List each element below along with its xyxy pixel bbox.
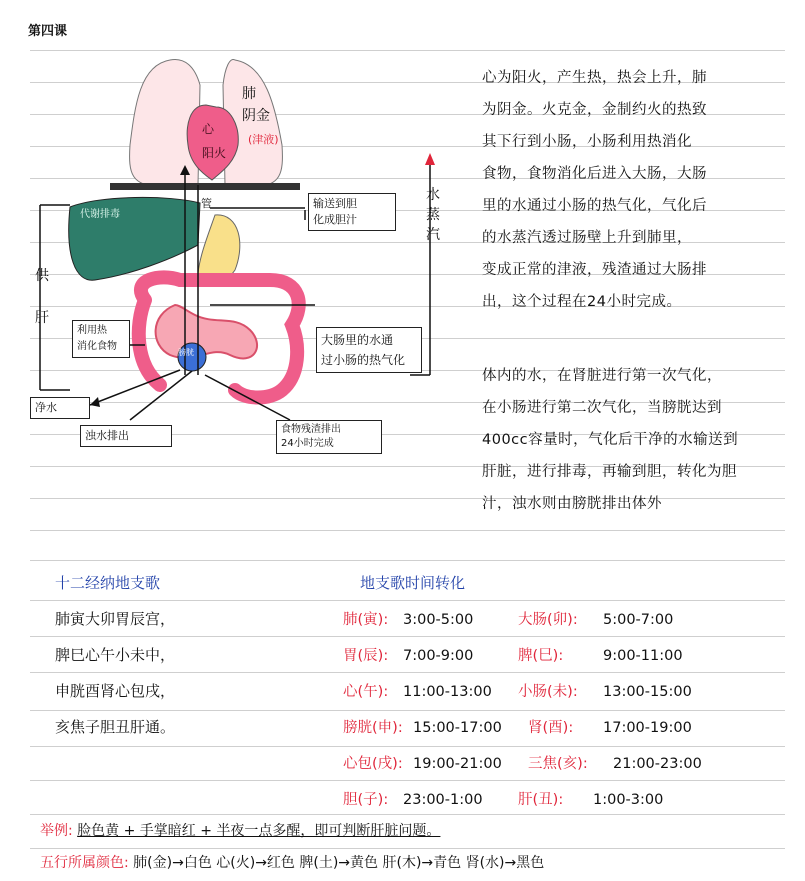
box-digest-food: 利用热 消化食物 xyxy=(72,320,130,358)
box-bile: 输送到胆 化成胆汁 xyxy=(308,193,396,231)
diaphragm xyxy=(110,183,300,190)
small-intestine xyxy=(156,305,257,358)
supply-label: 供 xyxy=(35,268,49,284)
song-heading: 十二经纳地支歌 xyxy=(55,574,161,592)
organ-b: 肾(酉): xyxy=(528,720,574,736)
time-a: 23:00-1:00 xyxy=(403,792,483,808)
paragraph-line: 出，这个过程在24小时完成。 xyxy=(482,294,682,310)
song-line: 亥焦子胆丑肝通。 xyxy=(55,718,176,736)
example-text: 脸色黄 + 手掌暗红 + 半夜一点多醒，即可判断肝脏问题。 xyxy=(77,823,441,839)
paragraph-line: 的水蒸汽透过肠壁上升到肺里， xyxy=(482,230,692,246)
organ-b: 三焦(亥): xyxy=(528,756,588,772)
song-line: 脾巳心午小未中， xyxy=(55,646,176,664)
colors-line xyxy=(40,852,544,872)
time-b: 13:00-15:00 xyxy=(603,684,692,700)
box-clear-water: 净水 xyxy=(30,397,90,419)
anatomy-diagram xyxy=(20,45,475,525)
bladder-label: 膀胱 xyxy=(178,348,194,357)
organ-a: 胃(辰): xyxy=(343,648,389,664)
vapor-label: 水蒸汽 xyxy=(426,187,440,243)
organ-b: 肝(丑): xyxy=(518,792,564,808)
example-label: 举例: xyxy=(40,823,73,839)
box-turbid-water: 浊水排出 xyxy=(80,425,172,447)
paragraph-line: 肝脏，进行排毒，再输到胆，转化为胆 xyxy=(482,464,737,480)
time-a: 15:00-17:00 xyxy=(413,720,502,736)
paragraph-one xyxy=(482,62,782,318)
organ-b: 小肠(未): xyxy=(518,684,578,700)
paragraph-line: 400cc容量时，气化后干净的水输送到 xyxy=(482,432,739,448)
colors-text: 肺(金)→白色 心(火)→红色 脾(土)→黄色 肝(木)→青色 肾(水)→黑色 xyxy=(133,855,545,871)
time-heading: 地支歌时间转化 xyxy=(360,574,466,592)
time-row xyxy=(343,644,683,665)
time-row xyxy=(343,608,673,629)
box-water-gasify: 大肠里的水通 过小肠的热气化 xyxy=(316,327,422,373)
heart-label: 心 阳火 xyxy=(202,122,227,160)
song-line: 肺寅大卯胃辰宫， xyxy=(55,610,176,628)
colors-label: 五行所属颜色: xyxy=(40,855,129,871)
liver-label: 代谢排毒 xyxy=(80,209,120,220)
stomach xyxy=(198,215,240,282)
time-b: 5:00-7:00 xyxy=(603,612,674,628)
liver-side-label: 肝 xyxy=(35,310,49,326)
paragraph-line: 里的水通过小肠的热气化，气化后 xyxy=(482,198,707,214)
organ-a: 心(午): xyxy=(343,684,389,700)
song-line: 申胱酉肾心包戌， xyxy=(55,682,176,700)
time-a: 7:00-9:00 xyxy=(403,648,474,664)
box-food-waste: 食物残渣排出 24小时完成 xyxy=(276,420,382,454)
page-title: 第四课 xyxy=(28,24,68,39)
time-b: 17:00-19:00 xyxy=(603,720,692,736)
organ-a: 肺(寅): xyxy=(343,612,389,628)
organ-a: 胆(子): xyxy=(343,792,389,808)
paragraph-two xyxy=(482,360,782,520)
paragraph-line: 食物，食物消化后进入大肠，大肠 xyxy=(482,166,707,182)
paragraph-line: 体内的水，在肾脏进行第一次气化， xyxy=(482,368,722,384)
time-b: 9:00-11:00 xyxy=(603,648,683,664)
time-row xyxy=(343,680,692,701)
time-row xyxy=(343,788,663,809)
organ-b: 脾(巳): xyxy=(518,648,564,664)
jinye-label: (津液) xyxy=(248,133,279,146)
paragraph-line: 为阴金。火克金，金制约火的热致 xyxy=(482,102,707,118)
paragraph-line: 心为阳火，产生热，热会上升，肺 xyxy=(482,70,707,86)
organ-a: 心包(戌): xyxy=(343,756,403,772)
example-line xyxy=(40,820,440,840)
paragraph-line: 变成正常的津液，残渣通过大肠排 xyxy=(482,262,707,278)
time-b: 21:00-23:00 xyxy=(613,756,702,772)
organ-b: 大肠(卯): xyxy=(518,612,578,628)
time-a: 3:00-5:00 xyxy=(403,612,474,628)
organ-a: 膀胱(申): xyxy=(343,720,403,736)
time-b: 1:00-3:00 xyxy=(593,792,664,808)
lung-label: 肺 阴金 xyxy=(242,86,270,124)
time-a: 11:00-13:00 xyxy=(403,684,492,700)
time-a: 19:00-21:00 xyxy=(413,756,502,772)
paragraph-line: 其下行到小肠，小肠利用热消化 xyxy=(482,134,692,150)
guan-label: 管 xyxy=(201,197,212,210)
paragraph-line: 汁，浊水则由膀胱排出体外 xyxy=(482,496,662,512)
time-row xyxy=(343,716,692,737)
time-row xyxy=(343,752,702,773)
paragraph-line: 在小肠进行第二次气化，当膀胱达到 xyxy=(482,400,722,416)
